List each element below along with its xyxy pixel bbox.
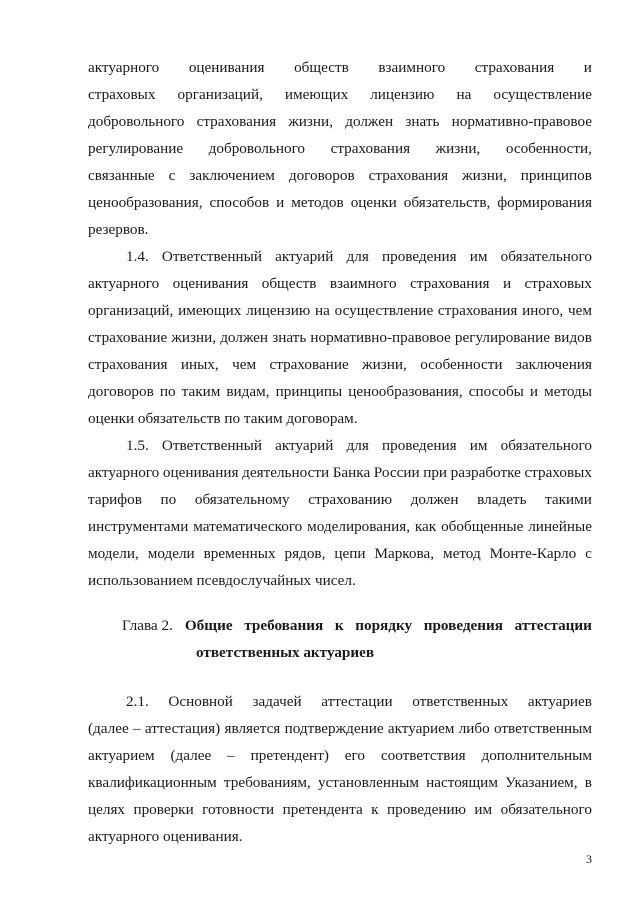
word: при <box>423 464 448 481</box>
word: заключения <box>515 356 592 373</box>
word: как <box>414 518 437 535</box>
word: Ответственный <box>161 248 262 265</box>
word: способов <box>209 194 270 211</box>
text-line <box>88 297 592 324</box>
word: им <box>469 437 488 454</box>
word: должен <box>410 491 459 508</box>
text-line <box>88 459 592 486</box>
word: обязательному <box>194 491 290 508</box>
text-line <box>88 162 592 189</box>
word: обществ <box>294 59 349 76</box>
word: страховых <box>524 275 592 292</box>
word: оценивания <box>172 275 249 292</box>
word: тарифов <box>88 491 142 508</box>
text-line <box>88 270 592 297</box>
word: страховых <box>88 86 156 103</box>
word: (далее <box>170 747 212 764</box>
word: 2.1. <box>126 693 149 710</box>
word: проведения <box>381 437 457 454</box>
word: претендент) <box>250 747 329 764</box>
word: регулирование <box>454 329 550 346</box>
word: обобщенные <box>441 518 524 535</box>
word: с <box>168 167 176 184</box>
text-line <box>88 108 592 135</box>
word: Общие <box>184 617 233 634</box>
word: настоящим <box>426 774 498 791</box>
word: математического <box>193 518 303 535</box>
word: владеть <box>477 491 527 508</box>
word: особенности <box>420 356 503 373</box>
text-line <box>88 351 592 378</box>
word: иных, <box>180 356 219 373</box>
word: актуарного <box>88 275 160 292</box>
word: договоров <box>88 383 154 400</box>
text-line <box>88 324 592 351</box>
word: проведению <box>386 801 466 818</box>
word: проведения <box>381 248 457 265</box>
word: регулирование <box>88 140 184 157</box>
word: заключением <box>189 167 275 184</box>
word: дополнительным <box>481 747 592 764</box>
word: по <box>159 383 176 400</box>
word: Монте-Карло <box>489 545 577 562</box>
word: разработке <box>450 464 521 481</box>
word: 1.5. <box>126 437 149 454</box>
word: видам, <box>226 383 270 400</box>
word: актуарием <box>387 720 455 737</box>
word: цепи <box>334 545 366 562</box>
word: в <box>584 774 592 791</box>
word: актуарий <box>275 437 334 454</box>
word: должен <box>345 113 394 130</box>
word: проведения <box>423 617 504 634</box>
text-line <box>88 486 592 513</box>
word: временных <box>203 545 276 562</box>
word: линейные <box>528 518 592 535</box>
text-line <box>88 54 592 81</box>
word: (далее <box>88 720 129 737</box>
word: страхования <box>330 140 411 157</box>
word: актуариев <box>527 693 592 710</box>
word: подтверждение <box>284 720 384 737</box>
text-line <box>88 378 592 405</box>
word: актуарием <box>88 747 155 764</box>
word: метод <box>443 545 481 562</box>
word: – <box>227 747 235 764</box>
word: иного, <box>522 302 564 319</box>
word: знать <box>405 113 440 130</box>
word: страховых <box>524 464 592 481</box>
text-line <box>88 405 592 432</box>
word: модели, <box>88 545 139 562</box>
word: деятельности <box>242 464 330 481</box>
word: задачей <box>252 693 302 710</box>
word: страхованию <box>308 491 393 508</box>
text-line <box>88 189 592 216</box>
word: обязательного <box>500 437 592 454</box>
word: обязательного <box>500 801 592 818</box>
word: на <box>314 302 330 319</box>
chapter-label: Глава 2. <box>122 617 173 634</box>
word: обществ <box>261 275 317 292</box>
word: страхования <box>368 167 449 184</box>
word: на <box>456 86 472 103</box>
chapter-heading-row <box>122 612 592 639</box>
word: аттестации <box>514 617 592 634</box>
word: нормативно-правовое <box>310 329 451 346</box>
word: ценообразования, <box>348 383 463 400</box>
word: жизни, <box>362 356 407 373</box>
word: добровольного <box>208 140 306 157</box>
word: страхования <box>88 356 168 373</box>
word: осуществление <box>334 302 434 319</box>
word: и <box>529 383 539 400</box>
word: аттестация) <box>144 720 221 737</box>
text-line <box>88 81 592 108</box>
word: страхования <box>437 302 518 319</box>
word: к <box>334 617 344 634</box>
word: либо <box>458 720 490 737</box>
paragraphs-section-1 <box>88 54 592 594</box>
word: Маркова, <box>374 545 435 562</box>
text-line <box>88 769 592 796</box>
chapter-heading <box>122 612 592 666</box>
chapter-title-line-2: ответственных актуариев <box>196 644 375 661</box>
word: и <box>583 59 592 76</box>
word: готовности <box>202 801 275 818</box>
word: и <box>502 275 512 292</box>
word: осуществление <box>493 86 592 103</box>
word: видов <box>554 329 592 346</box>
word: организаций, <box>88 302 174 319</box>
word: страхования <box>474 59 555 76</box>
word: обязательного <box>500 248 592 265</box>
line-text: оценки обязательств по таким договорам. <box>88 410 358 427</box>
word: порядку <box>355 617 413 634</box>
word: методов <box>291 194 344 211</box>
word: Ответственный <box>161 437 262 454</box>
word: Указанием, <box>505 774 578 791</box>
word: претендента <box>282 801 363 818</box>
text-line <box>88 513 592 540</box>
word: рядов, <box>284 545 326 562</box>
text-line <box>88 135 592 162</box>
text-line <box>88 540 592 567</box>
page-number: 3 <box>586 852 592 866</box>
paragraph-2-1-first-line <box>88 688 592 715</box>
word: является <box>224 720 281 737</box>
word: России <box>373 464 420 481</box>
word: особенности, <box>505 140 592 157</box>
word: принципы <box>275 383 343 400</box>
word: оценивания <box>188 59 265 76</box>
word: должен <box>220 329 269 346</box>
word: аттестации <box>321 693 393 710</box>
word: имеющих <box>284 86 349 103</box>
word: к <box>371 801 379 818</box>
word: страхования <box>196 113 277 130</box>
word: с <box>585 545 592 562</box>
word: по <box>160 491 177 508</box>
word: договоров <box>288 167 355 184</box>
word: жизни, <box>288 113 333 130</box>
word: актуарного <box>88 59 160 76</box>
word: для <box>346 437 369 454</box>
word: проверки <box>133 801 194 818</box>
word: требованиям, <box>223 774 311 791</box>
word: формирования <box>497 194 592 211</box>
chapter-title-line-1 <box>185 612 592 639</box>
paragraph-1-4-first-line <box>88 243 592 270</box>
word: его <box>344 747 365 764</box>
word: имеющих <box>178 302 242 319</box>
text-line <box>88 715 592 742</box>
word: Основной <box>168 693 233 710</box>
word: ответственных <box>412 693 509 710</box>
word: модели <box>147 545 195 562</box>
word: жизни, <box>171 329 217 346</box>
text-line <box>88 742 592 769</box>
word: ответственным <box>494 720 592 737</box>
word: взаимного <box>378 59 446 76</box>
word: актуарного <box>88 464 160 481</box>
text-line <box>88 823 592 850</box>
word: оценивания <box>162 464 239 481</box>
word: лицензию <box>370 86 435 103</box>
paragraph-1-5-first-line <box>88 432 592 459</box>
word: знать <box>272 329 307 346</box>
word: принципов <box>520 167 592 184</box>
word: Банка <box>332 464 371 481</box>
word: соответствия <box>380 747 466 764</box>
word: методы <box>544 383 592 400</box>
word: актуарий <box>275 248 334 265</box>
word: – <box>133 720 141 737</box>
line-text: резервов. <box>88 221 149 238</box>
word: обязательств, <box>403 194 491 211</box>
word: лицензию <box>246 302 311 319</box>
word: для <box>346 248 369 265</box>
text-line <box>88 567 592 594</box>
word: ценообразования, <box>88 194 203 211</box>
line-text: использованием псевдослучайных чисел. <box>88 572 356 589</box>
text-line <box>88 216 592 243</box>
paragraphs-section-2 <box>88 688 592 850</box>
text-line <box>88 796 592 823</box>
word: таким <box>181 383 221 400</box>
word: и <box>276 194 285 211</box>
word: целях <box>88 801 126 818</box>
word: им <box>474 801 493 818</box>
word: взаимного <box>329 275 397 292</box>
word: нормативно-правовое <box>451 113 592 130</box>
word: способы <box>468 383 524 400</box>
word: оценки <box>350 194 397 211</box>
word: требования <box>244 617 324 634</box>
word: моделирования, <box>307 518 411 535</box>
word: страхование <box>269 356 349 373</box>
word: такими <box>545 491 592 508</box>
word: добровольного <box>88 113 185 130</box>
word: жизни, <box>462 167 507 184</box>
word: 1.4. <box>126 248 149 265</box>
word: установленным <box>317 774 419 791</box>
word: квалификационным <box>88 774 217 791</box>
word: чем <box>567 302 592 319</box>
line-text: актуарного оценивания. <box>88 828 243 845</box>
word: страхование <box>88 329 168 346</box>
word: страхования <box>410 275 490 292</box>
word: организаций, <box>177 86 263 103</box>
word: им <box>469 248 488 265</box>
word: связанные <box>88 167 155 184</box>
word: жизни, <box>435 140 481 157</box>
word: инструментами <box>88 518 189 535</box>
word: чем <box>232 356 257 373</box>
